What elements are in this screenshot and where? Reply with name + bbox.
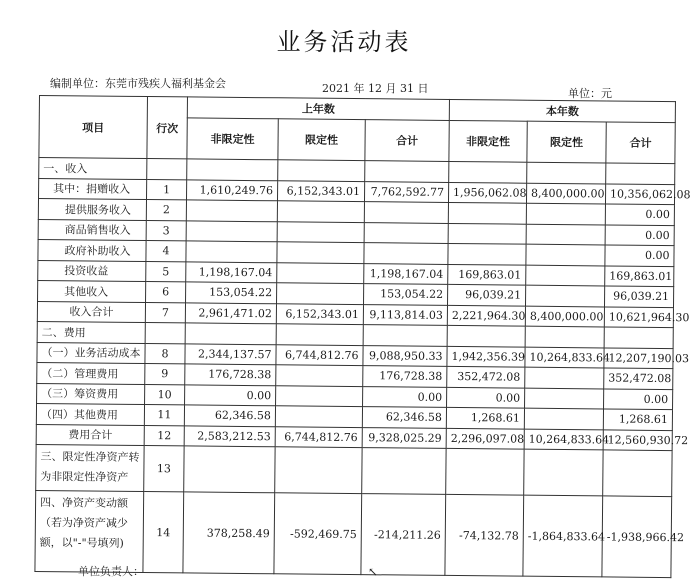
cell-p-unres: [184, 446, 275, 493]
header-prior-restricted: 限定性: [278, 119, 365, 161]
cell-c-unres: 169,863.01: [448, 264, 526, 285]
cell-p-total: 7,762,592.77: [364, 181, 448, 202]
cell-c-total: 0.00: [605, 245, 674, 266]
footer-signatory: 单位负责人：: [78, 565, 144, 578]
activity-statement-table: [34, 95, 691, 578]
cell-p-res: [277, 262, 364, 283]
cell-p-total: [364, 222, 448, 243]
cell-p-total: [364, 202, 448, 223]
row-label: 提供服务收入: [38, 199, 146, 221]
cell-p-total: 176,728.38: [363, 366, 447, 387]
cell-c-unres: 1,956,062.08: [448, 182, 526, 203]
cell-p-unres: [187, 159, 278, 180]
currency-unit: 单位：元: [568, 87, 612, 100]
row-line-number: 5: [146, 261, 186, 282]
cell-c-total: 0.00: [605, 204, 674, 225]
header-prior-total: 合计: [365, 120, 449, 162]
row-line-number: 11: [144, 405, 184, 426]
cell-c-total: [606, 163, 675, 184]
cell-p-res: [277, 201, 364, 222]
cell-c-total: 12,207,190.03: [604, 347, 673, 368]
table-body: [35, 158, 691, 578]
cell-p-total: -214,211.26: [361, 494, 446, 576]
row-label: （四）其他费用: [36, 403, 144, 425]
row-label: 其中：捐赠收入: [39, 178, 147, 200]
cell-p-total: 0.00: [363, 386, 447, 407]
cell-p-unres: [185, 323, 276, 344]
header-prior-year: 上年数: [187, 97, 449, 121]
cell-p-total: 62,346.58: [362, 407, 446, 428]
header-line: 行次: [147, 97, 188, 159]
cell-c-unres: [449, 161, 527, 182]
row-line-number: 2: [146, 200, 186, 221]
cell-c-res: 8,400,000.00: [526, 183, 605, 204]
cell-p-res: [275, 447, 362, 494]
cell-c-res: [526, 285, 605, 306]
cell-c-total: -1,938,966.42: [602, 496, 672, 578]
row-label: 商品销售收入: [38, 219, 146, 241]
row-label: 其他收入: [38, 280, 146, 302]
cell-c-res: [526, 203, 605, 224]
cell-c-total: [604, 327, 673, 348]
cell-p-res: -592,469.75: [274, 493, 362, 575]
row-label: 政府补助收入: [38, 239, 146, 261]
cell-c-res: [525, 388, 604, 409]
cell-c-unres: [448, 223, 526, 244]
cell-c-total: 10,621,964.30: [604, 306, 673, 327]
cell-c-unres: 96,039.21: [448, 284, 526, 305]
cell-c-total: 10,356,062.08: [605, 183, 674, 204]
row-line-number: [147, 159, 187, 180]
cell-p-res: 6,152,343.01: [277, 180, 364, 201]
cell-p-res: 6,152,343.01: [276, 303, 363, 324]
cell-c-res: -1,864,833.64: [523, 495, 603, 577]
table-row: [36, 444, 672, 496]
row-line-number: 1: [147, 179, 187, 200]
cell-p-unres: 378,258.49: [183, 492, 275, 574]
cell-c-res: [525, 326, 604, 347]
row-label: （三）筹资费用: [37, 383, 145, 405]
row-label: 四、净资产变动额（若为净资产减少额，以"-"号填列): [35, 490, 144, 572]
row-line-number: 13: [144, 446, 184, 492]
row-line-number: 8: [145, 343, 185, 364]
cell-c-res: 10,264,833.64: [525, 347, 604, 368]
cell-p-res: 6,744,812.76: [275, 426, 362, 447]
cell-c-total: 169,863.01: [605, 265, 674, 286]
cell-p-total: 9,113,814.03: [363, 304, 447, 325]
cell-c-total: 1,268.61: [603, 409, 672, 430]
row-label: 投资收益: [38, 260, 146, 282]
cell-c-unres: 2,221,964.30: [447, 305, 525, 326]
cell-p-total: 9,328,025.29: [362, 427, 446, 448]
cell-c-total: [603, 450, 672, 497]
cell-p-total: 1,198,167.04: [364, 263, 448, 284]
cell-p-unres: [186, 200, 277, 221]
cell-p-res: [276, 385, 363, 406]
row-label: 一、收入: [39, 158, 147, 180]
cell-c-res: 10,264,833.64: [524, 429, 603, 450]
header-prior-unrestricted: 非限定性: [187, 118, 278, 160]
cell-p-unres: 1,610,249.76: [186, 179, 277, 200]
cell-c-total: 96,039.21: [604, 286, 673, 307]
cell-c-unres: 0.00: [447, 387, 525, 408]
cell-c-unres: -74,132.78: [445, 494, 524, 576]
cell-p-unres: [186, 241, 277, 262]
cell-c-unres: 1,268.61: [446, 407, 524, 428]
cell-c-res: [526, 265, 605, 286]
header-item: 项目: [39, 96, 148, 159]
cell-c-unres: [448, 202, 526, 223]
row-label: 二、费用: [37, 321, 145, 343]
org-name: 编制单位：东莞市残疾人福利基金会: [50, 77, 226, 90]
cell-p-unres: 153,054.22: [186, 282, 277, 303]
cell-c-res: [524, 408, 603, 429]
row-line-number: 6: [146, 282, 186, 303]
row-line-number: 14: [143, 492, 184, 573]
cell-p-unres: 2,583,212.53: [184, 425, 275, 446]
row-line-number: 12: [144, 425, 184, 446]
row-line-number: 9: [145, 364, 185, 385]
row-line-number: [145, 323, 185, 344]
row-label: 费用合计: [36, 424, 144, 446]
cell-p-total: 153,054.22: [364, 284, 448, 305]
cell-p-res: 6,744,812.76: [276, 344, 363, 365]
cell-p-unres: [186, 220, 277, 241]
cell-p-res: [275, 406, 362, 427]
cell-p-total: 9,088,950.33: [363, 345, 447, 366]
row-line-number: 3: [146, 220, 186, 241]
row-label: 收入合计: [37, 301, 145, 323]
cell-p-unres: 1,198,167.04: [186, 261, 277, 282]
cell-c-res: 8,400,000.00: [525, 306, 604, 327]
header-current-unrestricted: 非限定性: [449, 120, 527, 162]
cell-p-unres: 0.00: [185, 384, 276, 405]
cell-c-total: 352,472.08: [604, 368, 673, 389]
cell-p-res: [277, 221, 364, 242]
cell-p-unres: 2,961,471.02: [185, 302, 276, 323]
row-line-number: 7: [145, 302, 185, 323]
cell-c-total: 12,560,930.72: [603, 429, 672, 450]
cell-p-unres: 176,728.38: [185, 364, 276, 385]
row-label: （一）业务活动成本: [37, 342, 145, 364]
cell-p-res: [276, 324, 363, 345]
cell-p-res: [278, 160, 365, 181]
cell-p-res: [276, 365, 363, 386]
header-current-year: 本年数: [449, 99, 675, 122]
document-title: 业务活动表: [276, 28, 412, 56]
cell-c-unres: [447, 325, 525, 346]
header-current-restricted: 限定性: [527, 121, 606, 163]
cell-p-total: [365, 161, 449, 182]
cell-c-unres: 352,472.08: [447, 366, 525, 387]
report-date: 2021 年 12 月 31 日: [322, 82, 429, 95]
cell-p-unres: 2,344,137.57: [185, 343, 276, 364]
mouse-cursor-icon: ↖: [368, 565, 379, 579]
cell-p-res: [277, 242, 364, 263]
cell-c-total: 0.00: [605, 224, 674, 245]
cell-c-res: [526, 224, 605, 245]
cell-c-unres: 2,296,097.08: [446, 428, 524, 449]
header-current-total: 合计: [606, 122, 675, 164]
row-label: （二）管理费用: [37, 362, 145, 384]
cell-c-res: [525, 367, 604, 388]
cell-p-total: [362, 448, 446, 495]
cell-p-res: [277, 283, 364, 304]
row-line-number: 4: [146, 241, 186, 262]
cell-p-total: [364, 243, 448, 264]
cell-c-unres: [448, 243, 526, 264]
cell-c-unres: 1,942,356.39: [447, 346, 525, 367]
cell-c-total: 0.00: [604, 388, 673, 409]
row-label: 三、限定性净资产转为非限定性净资产: [36, 444, 144, 491]
cell-c-res: [527, 162, 606, 183]
row-line-number: 10: [145, 384, 185, 405]
cell-c-res: [526, 244, 605, 265]
cell-p-unres: 62,346.58: [184, 405, 275, 426]
cell-c-unres: [446, 448, 524, 495]
cell-c-res: [524, 449, 603, 496]
cell-p-total: [363, 325, 447, 346]
